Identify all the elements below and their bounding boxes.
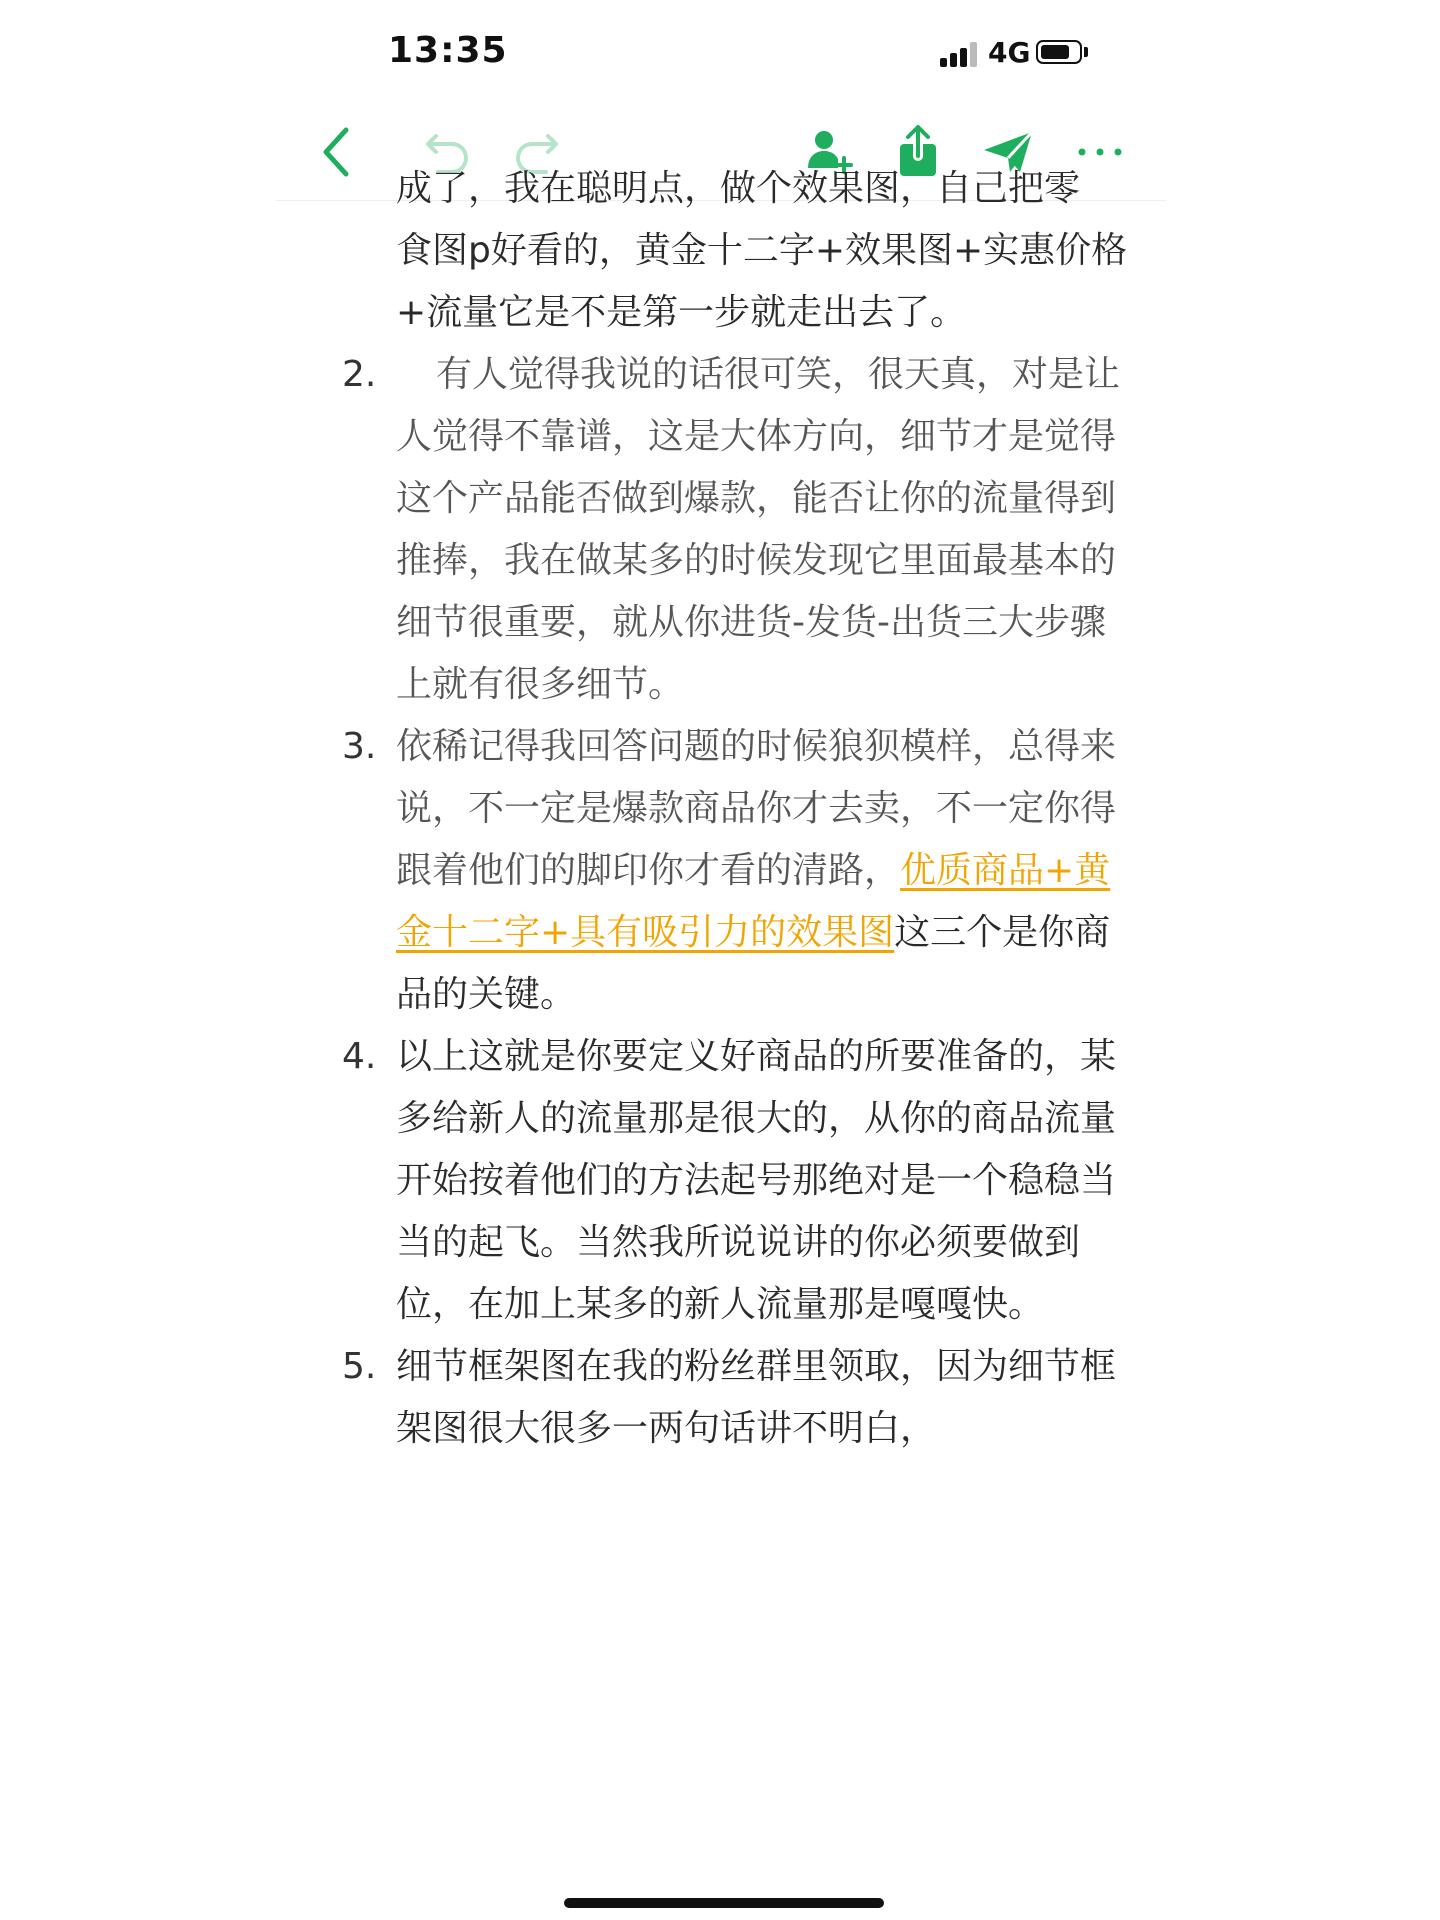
partial-top-line: 成了，我在聪明点，做个效果图，自己把零	[396, 168, 1081, 209]
list-item-5-text: 细节框架图在我的粉丝群里领取，因为细节框架图很大很多一两句话讲不明白，	[396, 1346, 1117, 1449]
list-item-2	[330, 344, 1130, 716]
status-bar	[0, 0, 1440, 100]
list-item-4	[330, 1026, 1130, 1336]
list-number-2: 2.	[342, 354, 377, 395]
list-item-2-text: 有人觉得我说的话很可笑，很天真，对是让人觉得不靠谱，这是大体方向，细节才是觉得这个产品能否做到爆款，能否让你的流量得到推捧，我在做某多的时候发现它里面最基本的细节很重要，就从你进货-发货-出货三大步骤上就有很多细节。	[396, 354, 1121, 705]
battery-tip	[1084, 47, 1088, 57]
note-content[interactable]	[0, 168, 1440, 1900]
partial-line	[330, 158, 1130, 220]
status-time: 13:35	[388, 30, 508, 71]
signal-icon	[940, 41, 984, 67]
battery-icon	[1036, 40, 1082, 64]
list-item-1-text: 食图p好看的，黄金十二字+效果图+实惠价格+流量它是不是第一步就走出去了。	[396, 230, 1128, 333]
list-item-3-text-before: 依稀记得我回答问题的时候狼狈模样，总得来说，不一定是爆款商品你才去卖，不一定你得跟着他们的脚印你才看的清路，	[396, 726, 1117, 891]
list-number-4: 4.	[342, 1036, 377, 1077]
list-item-3-text-after: 这三个是你商品的关键。	[396, 912, 1111, 1015]
list-item-5	[330, 1336, 1130, 1460]
network-type: 4G	[988, 36, 1031, 69]
highlighted-phrase[interactable]: 优质商品+黄金十二字+具有吸引力的效果图	[396, 850, 1111, 953]
home-indicator[interactable]	[564, 1898, 884, 1908]
note-body	[330, 158, 1130, 1460]
list-item-1-continuation	[330, 220, 1130, 344]
list-number-5: 5.	[342, 1346, 377, 1387]
list-item-3	[330, 716, 1130, 1026]
list-number-3: 3.	[342, 726, 377, 767]
list-item-4-text: 以上这就是你要定义好商品的所要准备的，某多给新人的流量那是很大的，从你的商品流量开始按着他们的方法起号那绝对是一个稳稳当当的起飞。当然我所说说讲的你必须要做到位，在加上某多的新人流量那是嘎嘎快。	[396, 1036, 1117, 1325]
